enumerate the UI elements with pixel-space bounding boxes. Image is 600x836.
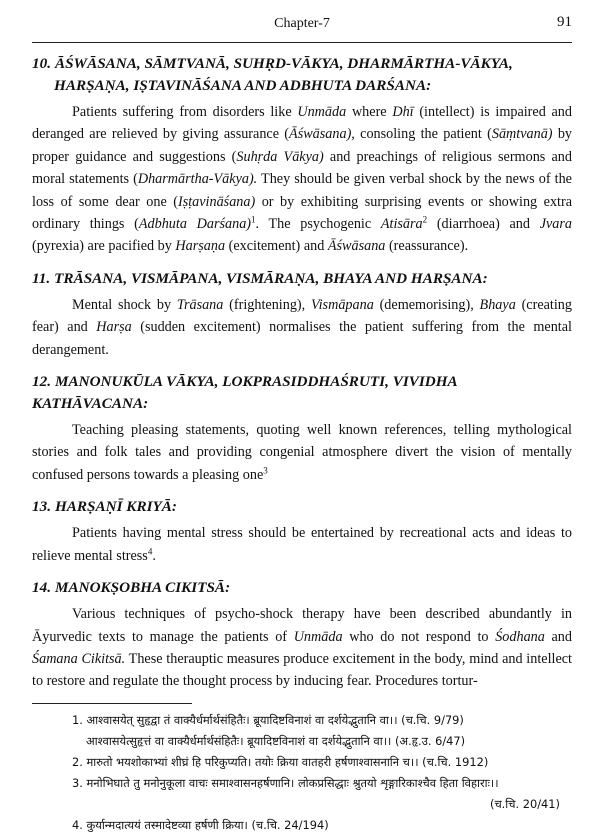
section-title: MANONUKŪLA VĀKYA, LOKPRASIDDHAŚRUTI, VIVIDHA KATHĀVACANA: <box>32 373 457 413</box>
italic-term: Atisāra <box>380 216 423 233</box>
text-run: Patients having mental stress should be entertained by recreational acts and ideas to relieve mental stress <box>32 525 572 564</box>
section-paragraph-14 <box>32 603 572 693</box>
italic-term: Dharmārtha-Vākya). <box>137 171 258 188</box>
running-head: Chapter-7 <box>274 16 330 31</box>
footnote-2: 2. मारुतो भयशोकाभ्यां शीघ्रं हि परिकुप्यति। तयोः क्रिया वातहरी हर्षणाश्वासनानि च।। (च.चि. 1912) <box>72 754 489 769</box>
italic-term: Vismāpana <box>311 296 374 313</box>
section-paragraph-11 <box>32 294 572 361</box>
footnote-rule <box>32 703 192 704</box>
page-number: 91 <box>557 14 572 30</box>
footnote-ref: 4 <box>147 545 153 556</box>
section-heading-10 <box>32 53 572 97</box>
text-run: . The psychogenic <box>255 216 381 233</box>
italic-term: Dhī <box>392 104 414 120</box>
text-run: consoling the patient ( <box>354 126 492 143</box>
italic-term: Harṣaṇa <box>175 238 226 255</box>
text-run: (sudden excitement) normalises the patient suffering from the mental derangement. <box>32 319 572 358</box>
text-run: (dememorising), <box>373 296 480 313</box>
italic-term: Śodhana <box>495 628 545 645</box>
text-run: (pyrexia) are pacified by <box>32 238 176 255</box>
section-heading-13 <box>32 496 572 518</box>
text-run: and preachings of religious sermons and moral statements ( <box>32 148 572 188</box>
section-heading-14 <box>32 577 572 599</box>
footnote-3: 3. मनोभिघाते तु मनोनुकूला वाचः समाश्वासनहर्षणानि। लोकप्रसिद्धाः श्रुतयो शृङ्गारिकाश्चैव हिता विहाराः।। <box>72 775 499 790</box>
page <box>32 14 572 836</box>
text-run: Various techniques of psycho-shock therapy have been described abundantly in Āyurvedic texts to manage the patients of <box>32 606 572 645</box>
footnote-ref: 3 <box>263 465 268 476</box>
italic-term: Iṣṭavināśana) <box>177 193 256 210</box>
text-run: where <box>346 104 393 120</box>
section-paragraph-10 <box>32 101 572 258</box>
italic-term: Śamana Cikitsā. <box>32 650 126 667</box>
section-title: HARṢAṆĪ KRIYĀ: <box>54 498 177 516</box>
header-rule <box>32 42 572 43</box>
text-run: (creating fear) and <box>32 296 572 336</box>
footnote-4: 4. कुर्यान्मदात्ययं तस्मादेष्टव्या हर्षणी क्रिया। (च.चि. 24/194) <box>72 817 329 832</box>
footnotes <box>32 710 572 836</box>
italic-term: Adbhuta Darśana) <box>138 216 252 233</box>
section-heading-12 <box>32 371 572 415</box>
text-run: who do not respond to <box>342 628 496 645</box>
text-run: (frightening), <box>223 296 311 313</box>
section-paragraph-12 <box>32 419 572 486</box>
italic-term: Trāsana <box>176 296 224 313</box>
text-run: They should be given verbal shock by the news of the loss of some dear one ( <box>32 171 572 210</box>
section-title: MANOKṢOBHA CIKITSĀ: <box>54 579 231 597</box>
text-run: (diarrhoea) and <box>427 216 540 233</box>
italic-term: Unmāda <box>297 104 347 120</box>
footnote-1: 1. आश्वासयेत् सुहृद्वा तं वाक्यैर्धर्मार्थसंहितैः। ब्रूयादिष्टविनाशं वा दर्शयेद्भुतानि वा।। (च.चि. 9/79) <box>72 712 464 727</box>
text-run: (reassurance). <box>385 238 469 255</box>
section-number: 14. <box>32 579 51 597</box>
text-run: by proper guidance and suggestions ( <box>32 126 573 165</box>
section-title-line1: ĀŚWĀSANA, SĀMTVANĀ, SUHṚD-VĀKYA, DHARMĀRTHA-VĀKYA, <box>54 55 513 72</box>
text-run: (intellect) is impaired and deranged are relieved by giving assurance ( <box>32 104 572 143</box>
text-run: Teaching pleasing statements, quoting well known references, telling mythological stories and folk tales and providing congenial atmosphere divert the vision of mentally confused persons towards a pleasing one <box>32 422 572 483</box>
italic-term: Jvara <box>539 216 572 233</box>
footnote-3-ref: (च.चि. 20/41) <box>490 796 560 811</box>
footnote-ref: 2 <box>422 214 428 225</box>
footnote-1-alt: आश्वासयेत्सुहृत्तं वा वाक्यैर्धर्मार्थसंहितैः। ब्रूयादिष्टविनाशं वा दर्शयेद्भुतानि वा।। (अ.हृ.उ. 6/47) <box>86 733 466 748</box>
italic-term: Sāṃtvanā) <box>491 126 553 143</box>
section-title-line2: HARṢAṆA, IṢTAVINĀŚANA AND ADBHUTA DARŚANA: <box>54 77 432 94</box>
section-title: TRĀSANA, VISMĀPANA, VISMĀRAṆA, BHAYA AND HARṢANA: <box>54 269 488 287</box>
page-header <box>32 14 572 36</box>
italic-term: Suhṛda Vākya) <box>236 148 324 165</box>
text-run: Patients suffering from disorders like <box>72 104 298 120</box>
text-run: (excitement) and <box>225 238 328 255</box>
section-number: 11. <box>32 269 51 287</box>
italic-term: Āśwāsana <box>327 238 386 255</box>
italic-term: Unmāda <box>293 628 343 645</box>
italic-term: Āśwāsana), <box>289 126 355 143</box>
section-number: 12. <box>32 373 51 391</box>
text-run: Mental shock by <box>72 296 177 313</box>
text-run: These therauptic measures produce excitement in the body, mind and intellect to restore and regulate the thought process by inducing fear. Procedures tortur- <box>32 650 572 690</box>
italic-term: Harṣa <box>96 319 132 336</box>
text-run: . <box>152 547 156 564</box>
italic-term: Bhaya <box>479 296 516 313</box>
footnote-ref: 1 <box>251 214 256 225</box>
section-heading-11 <box>32 268 572 290</box>
text-run: and <box>544 628 572 645</box>
section-number: 13. <box>32 498 51 516</box>
section-number: 10. <box>32 55 51 72</box>
text-run: or by exhibiting surprising events or showing extra ordinary things ( <box>32 193 572 233</box>
section-paragraph-13 <box>32 522 572 567</box>
